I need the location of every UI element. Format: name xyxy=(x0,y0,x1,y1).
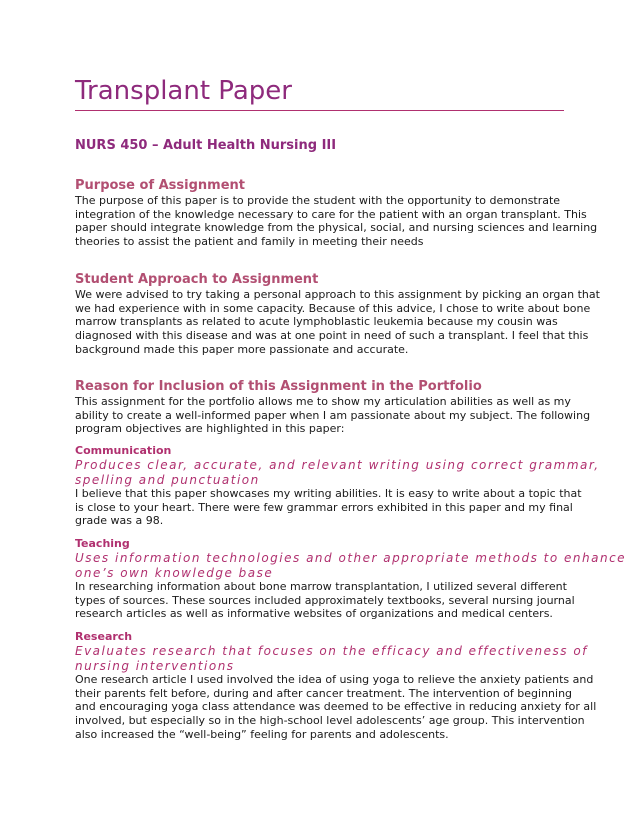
title-divider xyxy=(75,110,564,111)
text-line: program objectives are highlighted in this paper: xyxy=(75,422,345,436)
course-name: NURS 450 – Adult Health Nursing III xyxy=(75,138,337,153)
text-line: marrow transplants as related to acute lymphoblastic leukemia because my cousin was xyxy=(75,315,558,329)
text-line: paper should integrate knowledge from the physical, social, and nursing sciences and learning xyxy=(75,221,598,235)
text-line: research articles as well as informative websites of organizations and medical centers. xyxy=(75,607,553,621)
objective-statement xyxy=(75,458,600,487)
statement-line: Evaluates research that focuses on the efficacy and effectiveness of xyxy=(75,644,588,658)
text-line: we had experience with in some capacity. Because of this advice, I chose to write about bone xyxy=(75,301,591,315)
approach-heading: Student Approach to Assignment xyxy=(75,272,319,287)
research-objective xyxy=(75,630,597,742)
text-line: We were advised to try taking a personal approach to this assignment by picking an organ that xyxy=(75,288,600,301)
text-line: This assignment for the portfolio allows me to show my articulation abilities as well as my xyxy=(75,395,571,408)
text-line: One research article I used involved the idea of using yoga to relieve the anxiety patients and xyxy=(75,673,594,686)
statement-line: nursing interventions xyxy=(75,658,235,673)
purpose-body xyxy=(75,194,598,249)
text-line: their parents felt before, during and after cancer treatment. The intervention of beginning xyxy=(75,686,573,700)
statement-line: Produces clear, accurate, and relevant writing using correct grammar, xyxy=(75,458,600,472)
text-line: I believe that this paper showcases my writing abilities. It is easy to write about a topic that xyxy=(75,487,582,500)
page-title: Transplant Paper xyxy=(75,76,292,106)
objective-body xyxy=(75,487,582,528)
text-line: The purpose of this paper is to provide the student with the opportunity to demonstrate xyxy=(75,194,561,207)
objective-body xyxy=(75,580,575,621)
reason-body xyxy=(75,395,591,436)
reason-heading: Reason for Inclusion of this Assignment in the Portfolio xyxy=(75,379,482,394)
text-line: ability to create a well-informed paper when I am passionate about my subject. The following xyxy=(75,408,591,422)
purpose-heading: Purpose of Assignment xyxy=(75,178,246,193)
communication-objective xyxy=(75,444,600,528)
reason-section xyxy=(75,379,591,436)
text-line: is close to your heart. There were few grammar errors exhibited in this paper and my final xyxy=(75,500,573,514)
text-line: and encouraging yoga class attendance was deemed to be effective in reducing anxiety for all xyxy=(75,700,597,714)
text-line: background made this paper more passionate and accurate. xyxy=(75,342,409,356)
text-line: types of sources. These sources included approximately textbooks, several nursing journal xyxy=(75,593,575,607)
text-line: In researching information about bone marrow transplantation, I utilized several different xyxy=(75,580,567,593)
objective-label: Teaching xyxy=(75,537,130,550)
text-line: grade was a 98. xyxy=(75,514,164,528)
text-line: diagnosed with this disease and was at one point in need of such a transplant. I feel that this xyxy=(75,329,589,343)
approach-section xyxy=(75,272,600,357)
text-line: integration of the knowledge necessary to care for the patient with an organ transplant. This xyxy=(75,207,587,221)
objective-statement xyxy=(75,644,588,673)
statement-line: Uses information technologies and other appropriate methods to enhance xyxy=(75,551,627,565)
statement-line: spelling and punctuation xyxy=(75,472,260,487)
purpose-section xyxy=(75,178,598,249)
text-line: also increased the “well-being” feeling for parents and adolescents. xyxy=(75,727,449,741)
teaching-objective xyxy=(75,537,627,621)
objective-label: Communication xyxy=(75,444,172,457)
statement-line: one’s own knowledge base xyxy=(75,565,274,580)
approach-body xyxy=(75,288,600,357)
text-line: involved, but especially so in the high-school level adolescents’ age group. This intervention xyxy=(75,714,585,728)
text-line: theories to assist the patient and family in meeting their needs xyxy=(75,235,424,249)
objective-label: Research xyxy=(75,630,133,643)
objective-body xyxy=(75,673,597,742)
objective-statement xyxy=(75,551,627,580)
